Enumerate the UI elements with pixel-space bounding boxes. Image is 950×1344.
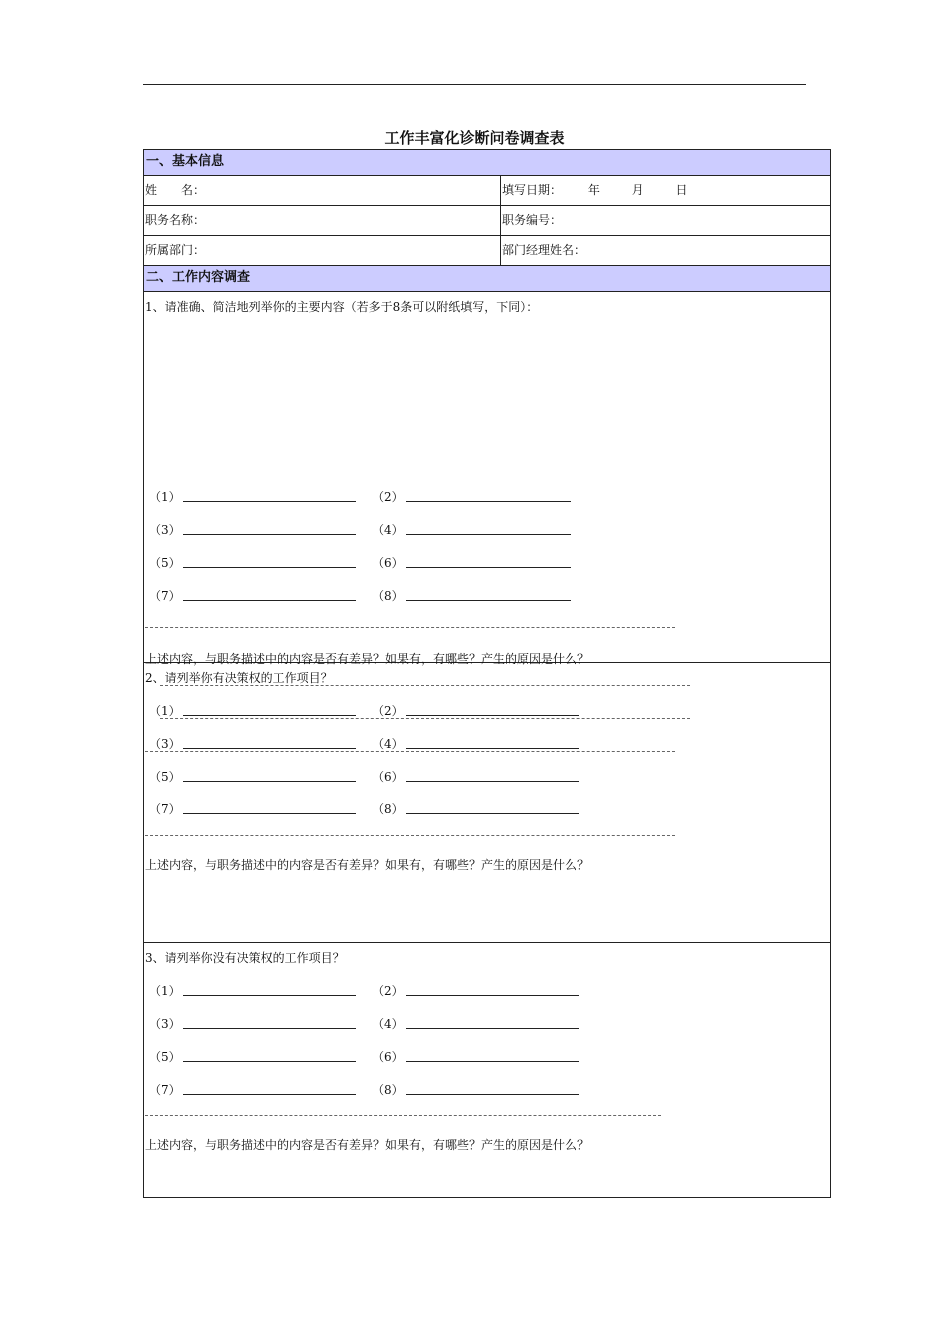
question-1-text: 1、请准确、简洁地列举你的主要内容（若多于8条可以附纸填写，下同）： bbox=[145, 300, 539, 314]
answer-line[interactable] bbox=[183, 1094, 356, 1095]
date-month: 月 bbox=[631, 183, 644, 197]
item-number: （3） bbox=[149, 523, 181, 537]
dashed-answer-line[interactable] bbox=[145, 751, 675, 752]
item-number: （5） bbox=[149, 1050, 181, 1064]
job-title-label: 职务名称： bbox=[145, 213, 206, 227]
q2-item-7[interactable] bbox=[149, 800, 181, 816]
q2-item-1[interactable] bbox=[149, 702, 181, 718]
date-label: 填写日期： bbox=[502, 183, 563, 197]
answer-line[interactable] bbox=[406, 781, 579, 782]
department-label: 所属部门： bbox=[145, 243, 206, 257]
answer-line[interactable] bbox=[406, 600, 571, 601]
item-number: （3） bbox=[149, 737, 181, 751]
item-number: （1） bbox=[149, 984, 181, 998]
dashed-answer-line[interactable] bbox=[145, 627, 675, 628]
job-title-field[interactable] bbox=[144, 206, 501, 235]
dashed-answer-line[interactable] bbox=[160, 718, 690, 719]
q1-item-2[interactable] bbox=[372, 488, 404, 504]
answer-line[interactable] bbox=[406, 1094, 579, 1095]
answer-line[interactable] bbox=[406, 748, 579, 749]
page-title: 工作丰富化诊断问卷调查表 bbox=[384, 129, 565, 147]
answer-line[interactable] bbox=[183, 995, 356, 996]
item-number: （4） bbox=[372, 737, 404, 751]
answer-line[interactable] bbox=[406, 534, 571, 535]
answer-line[interactable] bbox=[406, 715, 579, 716]
item-number: （7） bbox=[149, 802, 181, 816]
questionnaire-form bbox=[143, 149, 831, 1198]
question-3-text: 3、请列举你没有决策权的工作项目？ bbox=[145, 951, 345, 965]
manager-label: 部门经理姓名： bbox=[502, 243, 587, 257]
answer-line[interactable] bbox=[183, 781, 356, 782]
question-1-followup: 上述内容，与职务描述中的内容是否有差异？如果有，有哪些？产生的原因是什么？ bbox=[145, 652, 590, 666]
name-date-row bbox=[144, 176, 830, 206]
item-number: （6） bbox=[372, 770, 404, 784]
q3-item-2[interactable] bbox=[372, 982, 404, 998]
item-number: （8） bbox=[372, 1083, 404, 1097]
answer-line[interactable] bbox=[183, 534, 356, 535]
item-number: （8） bbox=[372, 802, 404, 816]
q2-item-4[interactable] bbox=[372, 735, 404, 751]
job-code-field[interactable] bbox=[501, 206, 830, 235]
item-number: （1） bbox=[149, 704, 181, 718]
item-number: （4） bbox=[372, 1017, 404, 1031]
item-number: （1） bbox=[149, 490, 181, 504]
q1-item-5[interactable] bbox=[149, 554, 181, 570]
item-number: （5） bbox=[149, 556, 181, 570]
answer-line[interactable] bbox=[183, 501, 356, 502]
job-code-label: 职务编号： bbox=[502, 213, 563, 227]
q2-item-3[interactable] bbox=[149, 735, 181, 751]
question-2-text: 2、请列举你有决策权的工作项目？ bbox=[145, 671, 333, 685]
q3-item-6[interactable] bbox=[372, 1048, 404, 1064]
item-number: （5） bbox=[149, 770, 181, 784]
date-year: 年 bbox=[587, 183, 600, 197]
answer-line[interactable] bbox=[406, 995, 579, 996]
answer-line[interactable] bbox=[183, 715, 356, 716]
item-number: （6） bbox=[372, 1050, 404, 1064]
q2-item-6[interactable] bbox=[372, 768, 404, 784]
item-number: （8） bbox=[372, 589, 404, 603]
item-number: （6） bbox=[372, 556, 404, 570]
q1-item-6[interactable] bbox=[372, 554, 404, 570]
question-1-block bbox=[144, 292, 830, 663]
answer-line[interactable] bbox=[406, 813, 579, 814]
q3-item-3[interactable] bbox=[149, 1015, 181, 1031]
question-3-block bbox=[144, 943, 830, 1199]
q3-item-1[interactable] bbox=[149, 982, 181, 998]
q3-item-4[interactable] bbox=[372, 1015, 404, 1031]
name-field[interactable] bbox=[144, 176, 501, 205]
department-row bbox=[144, 236, 830, 266]
answer-line[interactable] bbox=[183, 1028, 356, 1029]
section-work-content-header: 二、工作内容调查 bbox=[144, 266, 830, 292]
q2-item-2[interactable] bbox=[372, 702, 404, 718]
answer-line[interactable] bbox=[406, 1061, 579, 1062]
question-2-followup: 上述内容，与职务描述中的内容是否有差异？如果有，有哪些？产生的原因是什么？ bbox=[145, 858, 590, 872]
q2-item-8[interactable] bbox=[372, 800, 404, 816]
q3-item-8[interactable] bbox=[372, 1081, 404, 1097]
item-number: （2） bbox=[372, 490, 404, 504]
date-day: 日 bbox=[675, 183, 688, 197]
section-basic-info-header: 一、基本信息 bbox=[144, 150, 830, 176]
answer-line[interactable] bbox=[183, 1061, 356, 1062]
answer-line[interactable] bbox=[183, 813, 356, 814]
q1-item-7[interactable] bbox=[149, 587, 181, 603]
answer-line[interactable] bbox=[183, 748, 356, 749]
answer-line[interactable] bbox=[406, 567, 571, 568]
department-field[interactable] bbox=[144, 236, 501, 265]
item-number: （3） bbox=[149, 1017, 181, 1031]
q2-item-5[interactable] bbox=[149, 768, 181, 784]
q3-item-7[interactable] bbox=[149, 1081, 181, 1097]
question-2-block bbox=[144, 663, 830, 943]
manager-field[interactable] bbox=[501, 236, 830, 265]
answer-line[interactable] bbox=[406, 1028, 579, 1029]
item-number: （7） bbox=[149, 1083, 181, 1097]
q1-item-1[interactable] bbox=[149, 488, 181, 504]
item-number: （2） bbox=[372, 704, 404, 718]
answer-line[interactable] bbox=[183, 600, 356, 601]
q3-item-5[interactable] bbox=[149, 1048, 181, 1064]
dashed-answer-line[interactable] bbox=[145, 835, 675, 836]
answer-line[interactable] bbox=[406, 501, 571, 502]
item-number: （7） bbox=[149, 589, 181, 603]
question-3-followup: 上述内容，与职务描述中的内容是否有差异？如果有，有哪些？产生的原因是什么？ bbox=[145, 1138, 590, 1152]
q1-item-8[interactable] bbox=[372, 587, 404, 603]
date-field[interactable] bbox=[501, 176, 830, 205]
dashed-answer-line[interactable] bbox=[145, 1115, 661, 1116]
dashed-answer-line[interactable] bbox=[160, 685, 690, 686]
item-number: （4） bbox=[372, 523, 404, 537]
item-number: （2） bbox=[372, 984, 404, 998]
header-rule bbox=[143, 84, 806, 85]
answer-line[interactable] bbox=[183, 567, 356, 568]
name-label: 姓 名： bbox=[145, 183, 206, 197]
job-row bbox=[144, 206, 830, 236]
q1-item-3[interactable] bbox=[149, 521, 181, 537]
q1-item-4[interactable] bbox=[372, 521, 404, 537]
